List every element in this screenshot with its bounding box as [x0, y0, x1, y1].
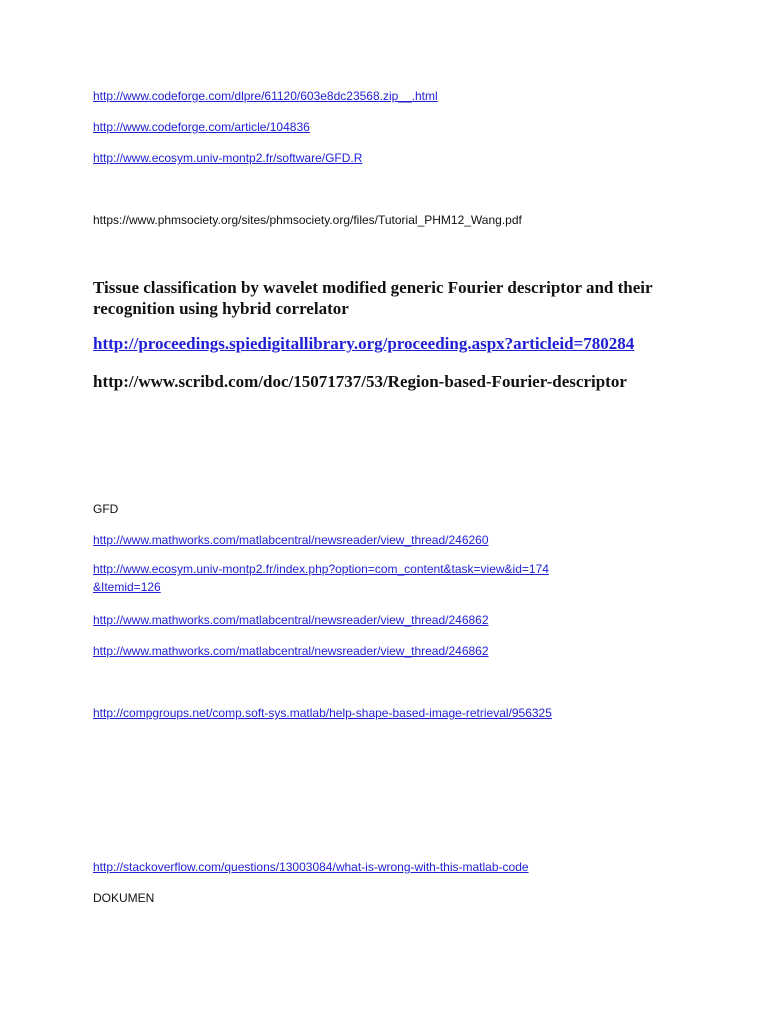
stackoverflow-link[interactable]: http://stackoverflow.com/questions/13003084/what-is-wrong-with-this-matlab-code — [93, 860, 529, 874]
phmsociety-url-text: https://www.phmsociety.org/sites/phmsociety.org/files/Tutorial_PHM12_Wang.pdf — [93, 213, 522, 227]
mathworks-thread-246862-link-1[interactable]: http://www.mathworks.com/matlabcentral/newsreader/view_thread/246862 — [93, 613, 489, 627]
compgroups-link[interactable]: http://compgroups.net/comp.soft-sys.matlab/help-shape-based-image-retrieval/956325 — [93, 706, 552, 720]
scribd-url-text: http://www.scribd.com/doc/15071737/53/Region-based-Fourier-descriptor — [93, 372, 627, 391]
paper-title: Tissue classification by wavelet modified generic Fourier descriptor and their recognition using hybrid correlator — [93, 278, 653, 318]
mathworks-thread-246862-link-2[interactable]: http://www.mathworks.com/matlabcentral/newsreader/view_thread/246862 — [93, 644, 489, 658]
dokumen-label: DOKUMEN — [93, 891, 155, 905]
codeforge-article-link[interactable]: http://www.codeforge.com/article/104836 — [93, 120, 310, 134]
spie-proceedings-link[interactable]: http://proceedings.spiedigitallibrary.org/proceeding.aspx?articleid=780284 — [93, 334, 635, 353]
ecosym-gfd-link[interactable]: http://www.ecosym.univ-montp2.fr/software/GFD.R — [93, 151, 363, 165]
gfd-label: GFD — [93, 502, 119, 516]
mathworks-thread-246260-link[interactable]: http://www.mathworks.com/matlabcentral/newsreader/view_thread/246260 — [93, 533, 489, 547]
ecosym-index-link[interactable]: http://www.ecosym.univ-montp2.fr/index.php?option=com_content&task=view&id=174&Itemid=126 — [93, 562, 549, 594]
codeforge-zip-link[interactable]: http://www.codeforge.com/dlpre/61120/603e8dc23568.zip__.html — [93, 89, 438, 103]
